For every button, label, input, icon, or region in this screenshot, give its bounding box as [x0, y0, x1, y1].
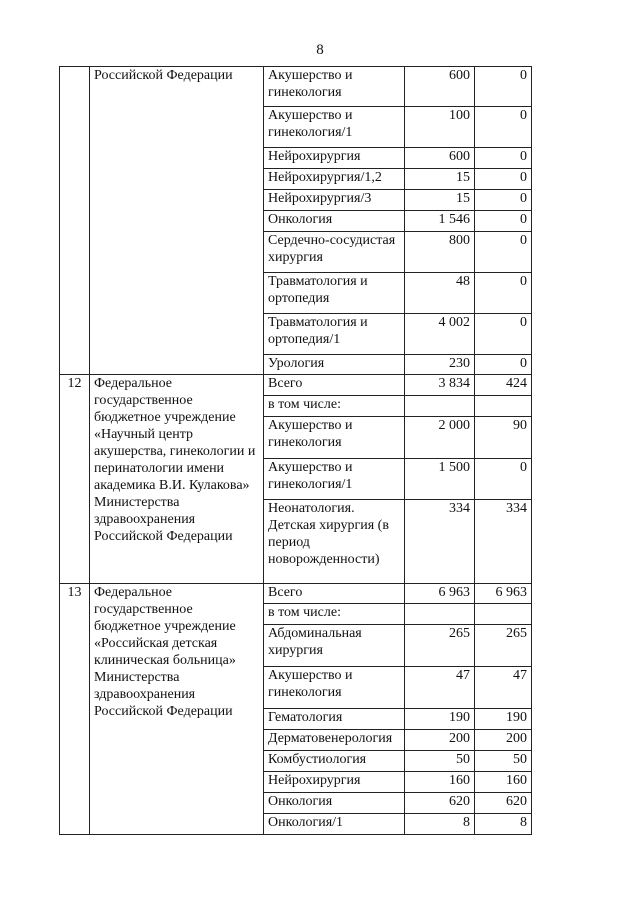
volume-value: 265 — [405, 625, 475, 667]
volume-value: 800 — [405, 232, 475, 273]
profile-name: Гематология — [264, 709, 405, 730]
secondary-value: 0 — [475, 232, 532, 273]
secondary-value: 8 — [475, 814, 532, 835]
page-number: 8 — [316, 42, 324, 58]
volume-value: 600 — [405, 148, 475, 169]
profile-name: Всего — [264, 584, 405, 604]
volume-value: 50 — [405, 751, 475, 772]
volume-value: 15 — [405, 190, 475, 211]
secondary-value: 47 — [475, 667, 532, 709]
volume-value — [405, 604, 475, 625]
profile-name: Дерматовенерология — [264, 730, 405, 751]
volume-value: 15 — [405, 169, 475, 190]
volume-value: 1 500 — [405, 459, 475, 500]
profile-name: Травматология и ортопедия/1 — [264, 314, 405, 355]
volume-value: 620 — [405, 793, 475, 814]
profile-name: Неонатология. Детская хирургия (в период новорожденности) — [264, 500, 405, 584]
table-row — [60, 375, 532, 396]
secondary-value: 0 — [475, 355, 532, 375]
profile-name: Комбустиология — [264, 751, 405, 772]
secondary-value: 90 — [475, 417, 532, 459]
volume-value: 600 — [405, 67, 475, 107]
volume-value: 190 — [405, 709, 475, 730]
secondary-value: 265 — [475, 625, 532, 667]
secondary-value: 0 — [475, 190, 532, 211]
profile-name: Онкология/1 — [264, 814, 405, 835]
profile-name: Нейрохирургия — [264, 772, 405, 793]
secondary-value: 200 — [475, 730, 532, 751]
profile-name: в том числе: — [264, 604, 405, 625]
table-row — [60, 584, 532, 604]
secondary-value: 160 — [475, 772, 532, 793]
secondary-value: 0 — [475, 314, 532, 355]
row-number: 13 — [60, 584, 90, 835]
secondary-value: 0 — [475, 459, 532, 500]
profile-name: Онкология — [264, 793, 405, 814]
profile-name: Акушерство и гинекология/1 — [264, 107, 405, 148]
volume-value: 4 002 — [405, 314, 475, 355]
secondary-value: 424 — [475, 375, 532, 396]
profile-name: Всего — [264, 375, 405, 396]
secondary-value: 620 — [475, 793, 532, 814]
allocation-table — [59, 66, 532, 835]
secondary-value: 0 — [475, 148, 532, 169]
row-number — [60, 67, 90, 375]
secondary-value: 50 — [475, 751, 532, 772]
organization-name: Российской Федерации — [90, 67, 264, 375]
table-row — [60, 67, 532, 107]
profile-name: Сердечно-сосудистая хирургия — [264, 232, 405, 273]
profile-name: в том числе: — [264, 396, 405, 417]
volume-value: 3 834 — [405, 375, 475, 396]
profile-name: Акушерство и гинекология — [264, 667, 405, 709]
volume-value: 100 — [405, 107, 475, 148]
profile-name: Травматология и ортопедия — [264, 273, 405, 314]
secondary-value: 0 — [475, 67, 532, 107]
profile-name: Нейрохирургия/1,2 — [264, 169, 405, 190]
secondary-value: 190 — [475, 709, 532, 730]
volume-value: 1 546 — [405, 211, 475, 232]
secondary-value — [475, 396, 532, 417]
volume-value: 334 — [405, 500, 475, 584]
profile-name: Акушерство и гинекология — [264, 417, 405, 459]
secondary-value — [475, 604, 532, 625]
volume-value: 2 000 — [405, 417, 475, 459]
organization-name: Федеральное государственное бюджетное учреждение «Российская детская клиническая больница» Министерства здравоохранения Российской Федерации — [90, 584, 264, 835]
secondary-value: 6 963 — [475, 584, 532, 604]
volume-value: 160 — [405, 772, 475, 793]
profile-name: Абдоминальная хирургия — [264, 625, 405, 667]
profile-name: Акушерство и гинекология/1 — [264, 459, 405, 500]
table-body — [60, 67, 532, 835]
profile-name: Онкология — [264, 211, 405, 232]
profile-name: Урология — [264, 355, 405, 375]
volume-value: 8 — [405, 814, 475, 835]
organization-name: Федеральное государственное бюджетное учреждение «Научный центр акушерства, гинекологии и перинатологии имени академика В.И. Кулакова» Министерства здравоохранения Российской Федерации — [90, 375, 264, 584]
profile-name: Акушерство и гинекология — [264, 67, 405, 107]
row-number: 12 — [60, 375, 90, 584]
secondary-value: 0 — [475, 211, 532, 232]
volume-value — [405, 396, 475, 417]
volume-value: 47 — [405, 667, 475, 709]
volume-value: 6 963 — [405, 584, 475, 604]
profile-name: Нейрохирургия/3 — [264, 190, 405, 211]
volume-value: 230 — [405, 355, 475, 375]
profile-name: Нейрохирургия — [264, 148, 405, 169]
secondary-value: 0 — [475, 273, 532, 314]
secondary-value: 334 — [475, 500, 532, 584]
volume-value: 200 — [405, 730, 475, 751]
volume-value: 48 — [405, 273, 475, 314]
secondary-value: 0 — [475, 169, 532, 190]
secondary-value: 0 — [475, 107, 532, 148]
